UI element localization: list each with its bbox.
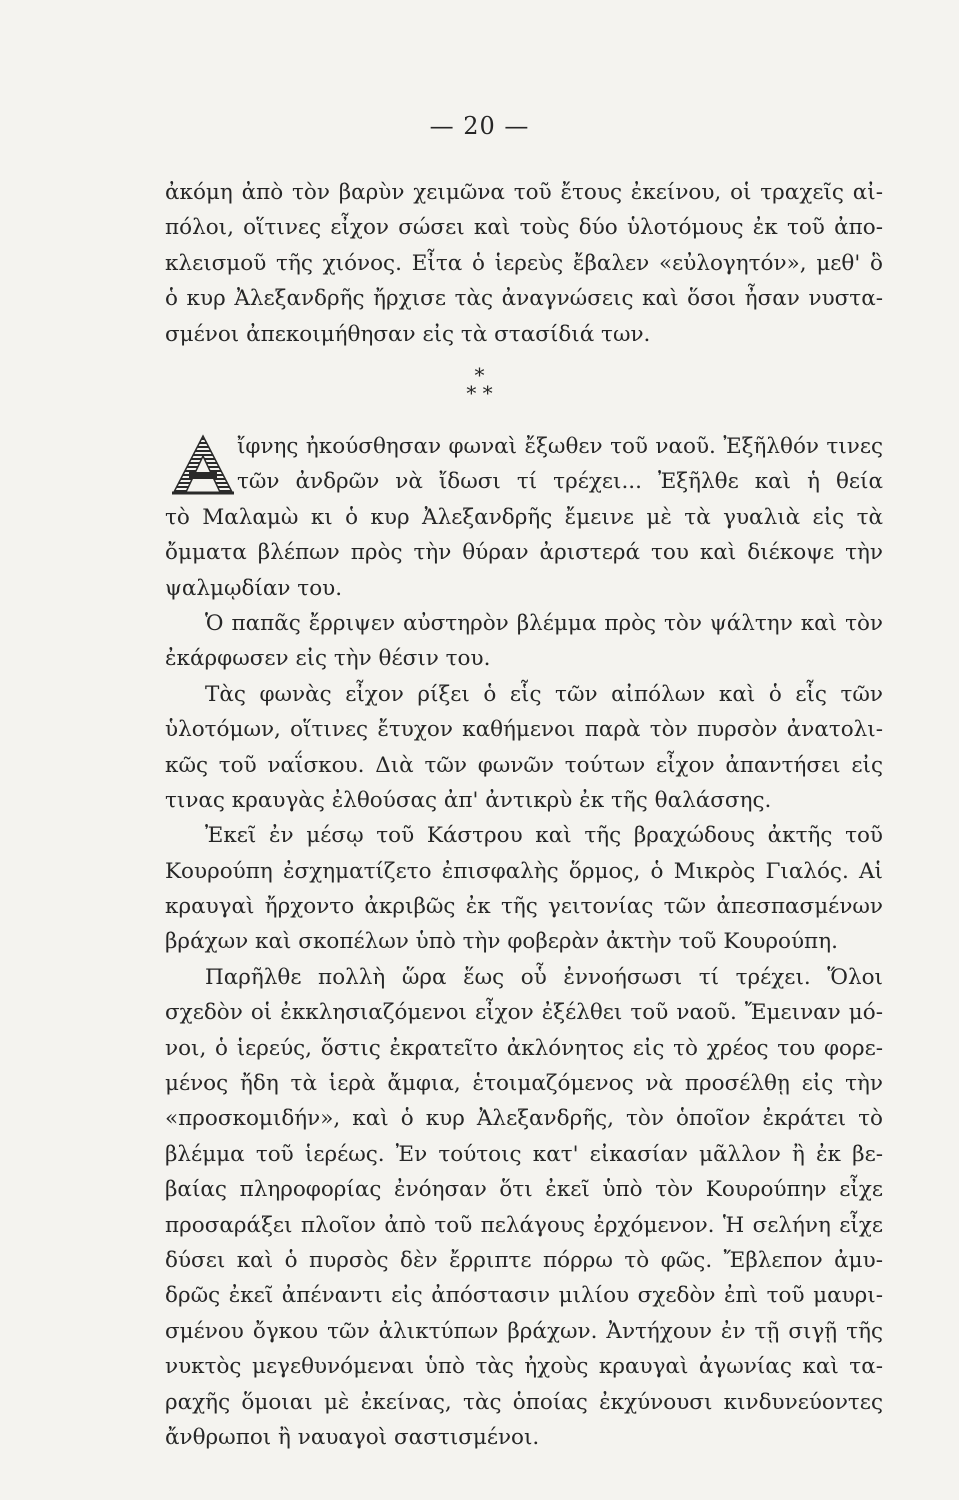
text-line: μένος ἤδη τὰ ἱερὰ ἄμφια, ἑτοιμαζόμενος νὰ προσέλθῃ εἰς τὴν <box>165 1071 883 1097</box>
text-line: σμένου ὄγκου τῶν ἀλικτύπων βράχων. Ἀντήχουν ἐν τῇ σιγῇ τῆς <box>165 1318 883 1344</box>
text-line: ψαλμῳδίαν του. <box>165 575 343 601</box>
text-line: δύσει καὶ ὁ πυρσὸς δὲν ἔρριπτε πόρρω τὸ φῶς. Ἔβλεπον ἀμυ- <box>165 1247 883 1273</box>
text-line: πόλοι, οἵτινες εἶχον σώσει καὶ τοὺς δύο ὑλοτόμους ἐκ τοῦ ἀπο- <box>165 215 883 241</box>
text-line: σμένοι ἀπεκοιμήθησαν εἰς τὰ στασίδιά των. <box>165 321 651 347</box>
text-line: νυκτὸς μεγεθυνόμεναι ὑπὸ τὰς ἠχοὺς κραυγαὶ ἀγωνίας καὶ τα- <box>165 1354 883 1380</box>
asterism <box>0 363 959 405</box>
text-line: Κουρούπη ἐσχηματίζετο ἐπισφαλὴς ὅρμος, ὁ Μικρὸς Γιαλός. Αἱ <box>165 858 883 884</box>
asterism-top: * <box>474 363 485 387</box>
asterism-bottom: * * <box>466 381 493 405</box>
text-line: βαίας πληροφορίας ἐνόησαν ὅτι ἐκεῖ ὑπὸ τὸν Κουρούπην εἶχε <box>165 1177 883 1203</box>
text-line: ὑλοτόμων, οἵτινες ἔτυχον καθήμενοι παρὰ τὸν πυρσὸν ἀνατολι- <box>165 717 883 743</box>
text-line: Παρῆλθε πολλὴ ὥρα ἕως οὗ ἐννοήσωσι τί τρέχει. Ὅλοι <box>205 964 883 990</box>
text-line: τῶν ἀνδρῶν νὰ ἴδωσι τί τρέχει... Ἐξῆλθε καὶ ἡ θεία <box>237 469 883 495</box>
text-line: τινας κραυγὰς ἐλθούσας ἀπ' ἀντικρὺ ἐκ τῆς θαλάσσης. <box>165 787 772 813</box>
text-line: ὄμματα βλέπων πρὸς τὴν θύραν ἀριστερά του καὶ διέκοψε τὴν <box>165 540 883 566</box>
text-line: βλέμμα τοῦ ἱερέως. Ἐν τούτοις κατ' εἰκασίαν μᾶλλον ἢ ἐκ βε- <box>165 1141 883 1167</box>
text-line: ἐκάρφωσεν εἰς τὴν θέσιν του. <box>165 646 491 672</box>
text-line: βράχων καὶ σκοπέλων ὑπὸ τὴν φοβερὰν ἀκτὴν τοῦ Κουρούπη. <box>165 929 838 955</box>
text-line: τὸ Μαλαμὼ κι ὁ κυρ Ἀλεξανδρῆς ἔμεινε μὲ τὰ γυαλιὰ εἰς τὰ <box>165 504 883 530</box>
text-line: σχεδὸν οἱ ἐκκλησιαζόμενοι εἶχον ἐξέλθει τοῦ ναοῦ. Ἔμειναν μό- <box>165 1000 883 1026</box>
text-line: δρῶς ἐκεῖ ἀπέναντι εἰς ἀπόστασιν μιλίου σχεδὸν ἐπὶ τοῦ μαυρι- <box>165 1283 883 1309</box>
paragraph-block-1 <box>165 175 883 352</box>
text-line: ραχῆς ὅμοιαι μὲ ἐκείνας, τὰς ὁποίας ἐκχύνουσι κινδυνεύοντες <box>165 1389 883 1415</box>
text-line: «προσκομιδήν», καὶ ὁ κυρ Ἀλεξανδρῆς, τὸν ὁποῖον ἐκράτει τὸ <box>165 1106 883 1132</box>
text-line: Ἐκεῖ ἐν μέσῳ τοῦ Κάστρου καὶ τῆς βραχώδους ἀκτῆς τοῦ <box>205 823 883 849</box>
text-line: ὁ κυρ Ἀλεξανδρῆς ἤρχισε τὰς ἀναγνώσεις καὶ ὅσοι ἦσαν νυστα- <box>165 286 883 312</box>
text-line: ἄνθρωποι ἢ ναυαγοὶ σαστισμένοι. <box>165 1424 540 1450</box>
page-number: — 20 — <box>429 112 530 140</box>
text-line: ἴφνης ἠκούσθησαν φωναὶ ἔξωθεν τοῦ ναοῦ. Ἐξῆλθόν τινες <box>237 434 883 459</box>
text-line: Τὰς φωνὰς εἶχον ρίξει ὁ εἷς τῶν αἰπόλων καὶ ὁ εἷς τῶν <box>205 681 883 707</box>
text-line: κλεισμοῦ τῆς χιόνος. Εἶτα ὁ ἱερεὺς ἔβαλεν «εὐλογητόν», μεθ' ὃ <box>165 250 883 276</box>
paragraph-block-2 <box>165 429 883 1455</box>
text-line: προσαράξει πλοῖον ἀπὸ τοῦ πελάγους ἐρχόμενον. Ἡ σελήνη εἶχε <box>165 1212 883 1238</box>
text-line: κραυγαὶ ἤρχοντο ἀκριβῶς ἐκ τῆς γειτονίας τῶν ἀπεσπασμένων <box>165 894 883 920</box>
text-line: Ὁ παπᾶς ἔρριψεν αὐστηρὸν βλέμμα πρὸς τὸν ψάλτην καὶ τὸν <box>205 610 883 636</box>
text-line: νοι, ὁ ἱερεύς, ὅστις ἐκρατεῖτο ἀκλόνητος εἰς τὸ χρέος του φορε- <box>165 1035 883 1061</box>
text-line: κῶς τοῦ ναΐσκου. Διὰ τῶν φωνῶν τούτων εἶχον ἀπαντήσει εἰς <box>165 752 883 778</box>
text-line: ἀκόμη ἀπὸ τὸν βαρὺν χειμῶνα τοῦ ἔτους ἐκείνου, οἱ τραχεῖς αἰ- <box>165 180 883 205</box>
